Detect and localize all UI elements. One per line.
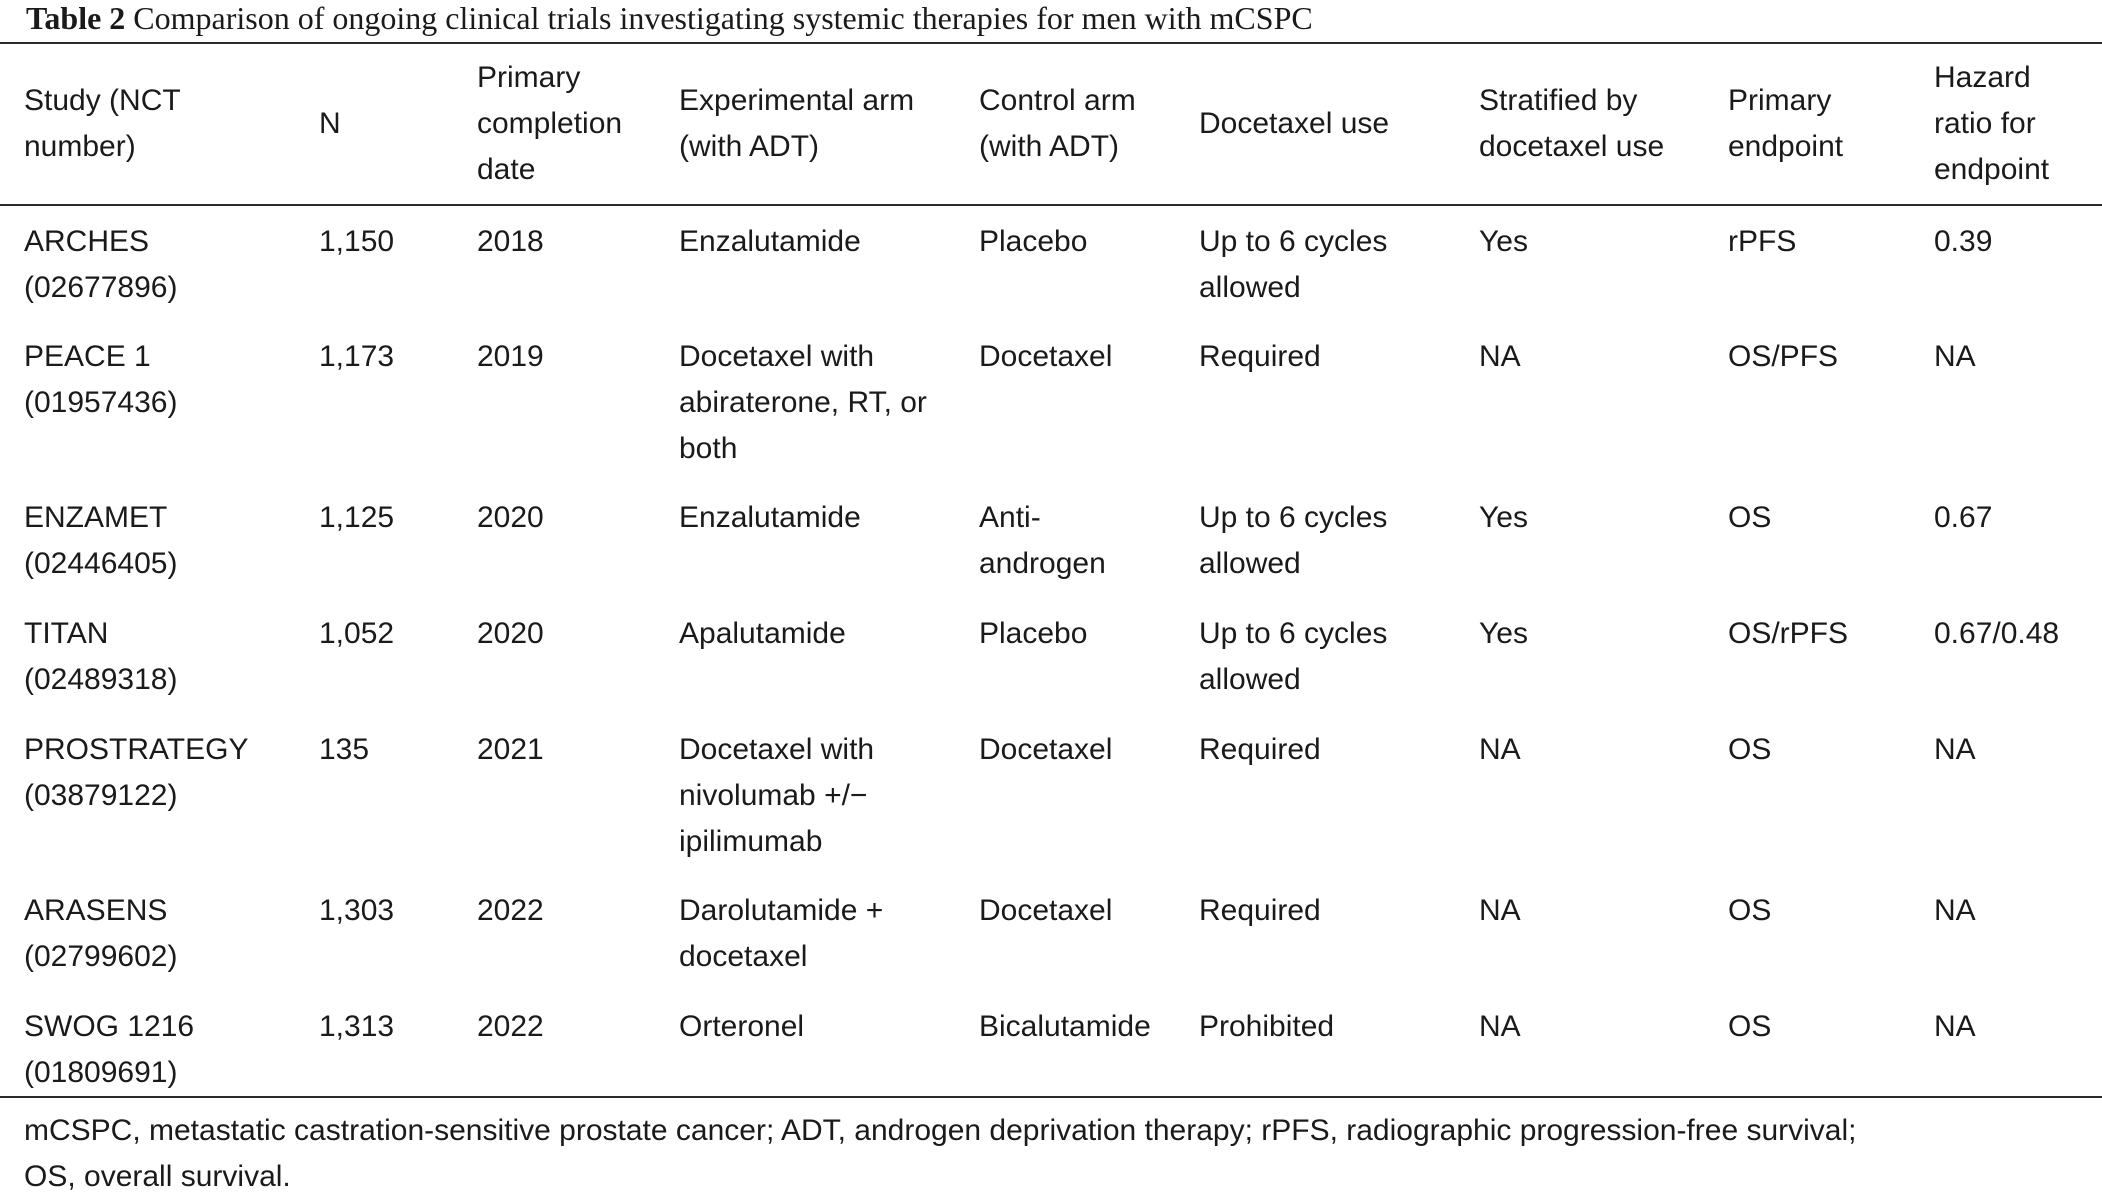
- table-cell-line: (03879122): [24, 779, 178, 812]
- table-cell-line: Orteronel: [679, 1010, 805, 1043]
- table-cell-line: rPFS: [1728, 225, 1797, 258]
- table-footnote: [0, 1097, 2102, 1200]
- table-cell-line: 1,303: [319, 894, 395, 927]
- table-cell-line: ARASENS: [24, 894, 168, 927]
- table-cell: [295, 598, 453, 714]
- table-cell: [453, 321, 655, 482]
- table-cell-line: Up to 6 cycles: [1199, 225, 1388, 258]
- table-cell-line: Required: [1199, 733, 1321, 766]
- table-cell: [453, 875, 655, 991]
- table-cell-line: OS: [1728, 733, 1772, 766]
- column-header: [1704, 43, 1910, 205]
- table-cell: [1704, 875, 1910, 991]
- table-cell: [955, 482, 1175, 598]
- table-cell: [1704, 714, 1910, 875]
- table-cell-line: 1,173: [319, 340, 395, 373]
- table-cell-line: Prohibited: [1199, 1010, 1335, 1043]
- table-cell-line: 2019: [477, 340, 544, 373]
- table-cell: [1704, 991, 1910, 1097]
- table-cell-line: ARCHES: [24, 225, 150, 258]
- table-cell: [1455, 714, 1704, 875]
- table-cell: [1704, 321, 1910, 482]
- table-row: [0, 991, 2102, 1097]
- table-cell: [0, 598, 295, 714]
- table-caption-label: Table 2: [26, 0, 126, 36]
- table-cell: [655, 714, 955, 875]
- table-cell: [0, 714, 295, 875]
- table-footnote-line: OS, overall survival.: [24, 1160, 291, 1193]
- table-cell: [0, 991, 295, 1097]
- table-cell: [1704, 482, 1910, 598]
- table-cell-line: allowed: [1199, 547, 1301, 580]
- table-row: [0, 714, 2102, 875]
- column-header: [1175, 43, 1455, 205]
- table-cell-line: 1,052: [319, 617, 395, 650]
- header-row: [0, 43, 2102, 205]
- table-cell: [1455, 875, 1704, 991]
- table-cell-line: NA: [1479, 1010, 1521, 1043]
- table-cell-line: Docetaxel: [979, 340, 1113, 373]
- table-cell: [1455, 482, 1704, 598]
- table-cell-line: 135: [319, 733, 370, 766]
- table-cell: [453, 714, 655, 875]
- column-header-line: Experimental arm: [679, 84, 915, 117]
- table-cell: [295, 714, 453, 875]
- table-cell: [655, 991, 955, 1097]
- table-cell-line: NA: [1479, 340, 1521, 373]
- table-cell: [1175, 991, 1455, 1097]
- table-cell-line: Up to 6 cycles: [1199, 501, 1388, 534]
- column-header: [453, 43, 655, 205]
- column-header-line: (with ADT): [679, 130, 820, 163]
- table-cell: [655, 205, 955, 321]
- table-cell: [1910, 991, 2102, 1097]
- table-cell-line: Docetaxel with: [679, 340, 875, 373]
- table-cell-line: OS: [1728, 894, 1772, 927]
- table-cell: [1910, 598, 2102, 714]
- table-cell-line: Anti-: [979, 501, 1041, 534]
- table-cell-line: Yes: [1479, 617, 1528, 650]
- table-cell-line: 2022: [477, 894, 544, 927]
- table-cell-line: ENZAMET: [24, 501, 168, 534]
- table-body: [0, 205, 2102, 1097]
- column-header-line: Stratified by: [1479, 84, 1638, 117]
- table-cell-line: 2020: [477, 617, 544, 650]
- table-cell: [655, 482, 955, 598]
- table-cell: [0, 482, 295, 598]
- table-cell-line: 1,150: [319, 225, 395, 258]
- table-cell-line: Darolutamide +: [679, 894, 884, 927]
- column-header-line: Study (NCT: [24, 84, 181, 117]
- column-header-line: Control arm: [979, 84, 1136, 117]
- table-cell: [1175, 875, 1455, 991]
- column-header-line: Primary: [477, 61, 581, 94]
- table-cell-line: OS: [1728, 501, 1772, 534]
- table-caption: [26, 0, 1313, 36]
- table-cell: [1175, 482, 1455, 598]
- table-cell: [955, 321, 1175, 482]
- table-footnote-line: mCSPC, metastatic castration-sensitive prostate cancer; ADT, androgen deprivation therapy; rPFS, radiographic progression-free survival;: [24, 1114, 1857, 1147]
- table-cell: [1910, 321, 2102, 482]
- table-cell: [1455, 598, 1704, 714]
- column-header: [295, 43, 453, 205]
- table-cell: [1175, 714, 1455, 875]
- table-cell: [955, 598, 1175, 714]
- table-cell-line: 0.67/0.48: [1934, 617, 2060, 650]
- table-cell: [295, 321, 453, 482]
- table-cell-line: (02446405): [24, 547, 178, 580]
- column-header-line: (with ADT): [979, 130, 1120, 163]
- table-cell-line: OS: [1728, 1010, 1772, 1043]
- table-cell: [1455, 205, 1704, 321]
- column-header: [1455, 43, 1704, 205]
- table-cell: [1704, 205, 1910, 321]
- table-cell: [955, 205, 1175, 321]
- column-header: [955, 43, 1175, 205]
- table-cell-line: (01957436): [24, 386, 178, 419]
- table-footer: [0, 1097, 2102, 1200]
- table-cell: [1704, 598, 1910, 714]
- table-row: [0, 875, 2102, 991]
- column-header-line: Hazard: [1934, 61, 2031, 94]
- table-cell-line: SWOG 1216: [24, 1010, 195, 1043]
- table-cell-line: allowed: [1199, 271, 1301, 304]
- table-cell-line: Docetaxel: [979, 894, 1113, 927]
- column-header-line: Docetaxel use: [1199, 107, 1390, 140]
- table-cell-line: ipilimumab: [679, 825, 823, 858]
- table-cell: [1455, 991, 1704, 1097]
- table-cell: [1910, 205, 2102, 321]
- clinical-trials-table: [0, 42, 2102, 1200]
- table-cell-line: 0.39: [1934, 225, 1993, 258]
- table-cell-line: 0.67: [1934, 501, 1993, 534]
- table-cell-line: Docetaxel with: [679, 733, 875, 766]
- table-cell: [955, 875, 1175, 991]
- column-header-line: completion: [477, 107, 623, 140]
- table-cell-line: 2020: [477, 501, 544, 534]
- table-cell-line: Required: [1199, 894, 1321, 927]
- table-cell-line: OS/rPFS: [1728, 617, 1849, 650]
- table-cell-line: nivolumab +/−: [679, 779, 868, 812]
- table-cell-line: Docetaxel: [979, 733, 1113, 766]
- table-cell: [655, 598, 955, 714]
- column-header-line: number): [24, 130, 136, 163]
- table-cell-line: both: [679, 432, 738, 465]
- table-cell-line: docetaxel: [679, 940, 808, 973]
- column-header-line: Primary: [1728, 84, 1832, 117]
- table-cell: [295, 875, 453, 991]
- table-cell-line: 2018: [477, 225, 544, 258]
- table-caption-text: Comparison of ongoing clinical trials investigating systemic therapies for men with mCSPC: [133, 0, 1313, 36]
- table-cell: [955, 991, 1175, 1097]
- table-cell-line: (02489318): [24, 663, 178, 696]
- table-cell: [453, 991, 655, 1097]
- table-row: [0, 321, 2102, 482]
- table-cell: [453, 205, 655, 321]
- table-cell: [295, 991, 453, 1097]
- column-header-line: endpoint: [1728, 130, 1844, 163]
- table-cell: [295, 205, 453, 321]
- table-cell: [453, 598, 655, 714]
- table-cell: [955, 714, 1175, 875]
- table-cell-line: 2021: [477, 733, 544, 766]
- table-cell-line: (01809691): [24, 1056, 178, 1089]
- table-cell: [295, 482, 453, 598]
- table-cell-line: NA: [1934, 340, 1976, 373]
- table-cell-line: (02799602): [24, 940, 178, 973]
- table-cell-line: NA: [1479, 894, 1521, 927]
- table-cell-line: allowed: [1199, 663, 1301, 696]
- table-cell: [655, 321, 955, 482]
- column-header-line: N: [319, 107, 341, 140]
- column-header: [655, 43, 955, 205]
- table-cell-line: 2022: [477, 1010, 544, 1043]
- table-cell: [0, 321, 295, 482]
- table-cell: [1910, 482, 2102, 598]
- table-cell: [0, 875, 295, 991]
- table-cell-line: NA: [1479, 733, 1521, 766]
- table-cell-line: Bicalutamide: [979, 1010, 1151, 1043]
- table-cell-line: abiraterone, RT, or: [679, 386, 927, 419]
- table-cell-line: Yes: [1479, 501, 1528, 534]
- table-cell-line: Yes: [1479, 225, 1528, 258]
- column-header: [0, 43, 295, 205]
- table-cell-line: Up to 6 cycles: [1199, 617, 1388, 650]
- table-cell-line: 1,125: [319, 501, 395, 534]
- table-cell-line: NA: [1934, 1010, 1976, 1043]
- column-header-line: docetaxel use: [1479, 130, 1665, 163]
- table-cell-line: Apalutamide: [679, 617, 846, 650]
- column-header: [1910, 43, 2102, 205]
- table-row: [0, 205, 2102, 321]
- table-cell: [1455, 321, 1704, 482]
- table-cell: [1910, 714, 2102, 875]
- table-cell-line: 1,313: [319, 1010, 395, 1043]
- table-cell: [1175, 598, 1455, 714]
- column-header-line: endpoint: [1934, 153, 2050, 186]
- column-header-line: date: [477, 153, 536, 186]
- table-cell-line: NA: [1934, 733, 1976, 766]
- table-cell-line: PROSTRATEGY: [24, 733, 249, 766]
- table-cell: [1910, 875, 2102, 991]
- table-cell-line: NA: [1934, 894, 1976, 927]
- table-cell: [453, 482, 655, 598]
- table-cell-line: TITAN: [24, 617, 109, 650]
- table-cell-line: Enzalutamide: [679, 225, 861, 258]
- table-row: [0, 598, 2102, 714]
- table-cell-line: Placebo: [979, 225, 1088, 258]
- table-cell-line: OS/PFS: [1728, 340, 1839, 373]
- column-header-line: ratio for: [1934, 107, 2036, 140]
- table-cell-line: (02677896): [24, 271, 178, 304]
- table-cell-line: androgen: [979, 547, 1106, 580]
- table-cell: [655, 875, 955, 991]
- table-cell-line: PEACE 1: [24, 340, 151, 373]
- table-row: [0, 482, 2102, 598]
- table-header: [0, 43, 2102, 205]
- table-cell-line: Enzalutamide: [679, 501, 861, 534]
- table-cell: [0, 205, 295, 321]
- table-cell-line: Placebo: [979, 617, 1088, 650]
- table-cell: [1175, 205, 1455, 321]
- table-cell: [1175, 321, 1455, 482]
- table-cell-line: Required: [1199, 340, 1321, 373]
